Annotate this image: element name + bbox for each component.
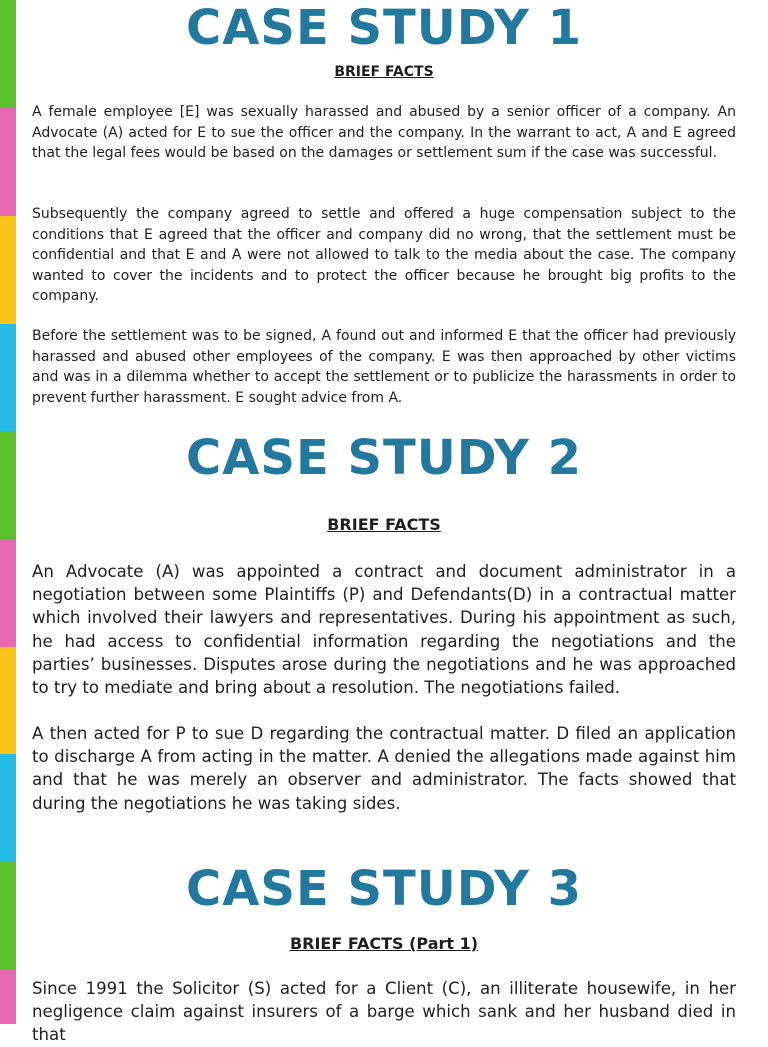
stripe-blue-2 [0,754,16,862]
case-study-1-paragraph-2: Subsequently the company agreed to settle and offered a huge compensation subject to the conditions that E agreed that the officer and company did no wrong, that the settlement must be confidential and that E and A were not allowed to talk to the media about the case. The company wanted to cover the incidents and to protect the officer because he brought big profits to the company. [32,206,736,304]
case-study-2-paragraph-2: A then acted for P to sue D regarding the contractual matter. D filed an application to discharge A from acting in the matter. A denied the allegations made against him and that he was merely an observer and administrator. The facts showed that during the negotiations he was taking sides. [32,724,736,813]
stripe-pink-2 [0,539,16,647]
case-study-1-paragraph-3: Before the settlement was to be signed, A found out and informed E that the officer had previously harassed and abused other employees of the company. E was then approached by other victims and was in a dilemma whether to accept the settlement or to publicize the harassments in order to prevent further harassment. E sought advice from A. [32,328,736,406]
stripe-green-1 [0,0,16,108]
case-study-1-paragraph-1: A female employee [E] was sexually harassed and abused by a senior officer of a company. An Advocate (A) acted for E to sue the officer and the company. In the warrant to act, A and E agreed that the legal fees would be based on the damages or settlement sum if the case was successful. [32,104,736,161]
case-study-3-heading: BRIEF FACTS (Part 1) [289,934,479,953]
case-study-2-heading: BRIEF FACTS [327,515,441,534]
stripe-green-2 [0,431,16,539]
stripe-blue-1 [0,324,16,431]
case-study-1-heading: BRIEF FACTS [334,64,434,80]
case-study-2-title: CASE STUDY 2 [186,430,582,486]
stripe-pink-1 [0,108,16,216]
stripe-yellow-2 [0,647,16,754]
case-study-1-title: CASE STUDY 1 [186,0,582,56]
stripe-yellow-1 [0,216,16,324]
stripe-green-3 [0,862,16,970]
stripe-pink-3 [0,970,16,1024]
case-study-2-paragraph-1: An Advocate (A) was appointed a contract and document administrator in a negotiation between some Plaintiffs (P) and Defendants(D) in a contractual matter which involved their lawyers and representatives. During his appointment as such, he had access to confidential information regarding the negotiations and the parties’ businesses. Disputes arose during the negotiations and he was approached to try to mediate and bring about a resolution. The negotiations failed. [32,562,736,698]
case-study-3-title: CASE STUDY 3 [186,861,582,917]
case-study-3-paragraph-1: Since 1991 the Solicitor (S) acted for a Client (C), an illiterate housewife, in her negligence claim against insurers of a barge which sank and her husband died in that [32,979,736,1045]
